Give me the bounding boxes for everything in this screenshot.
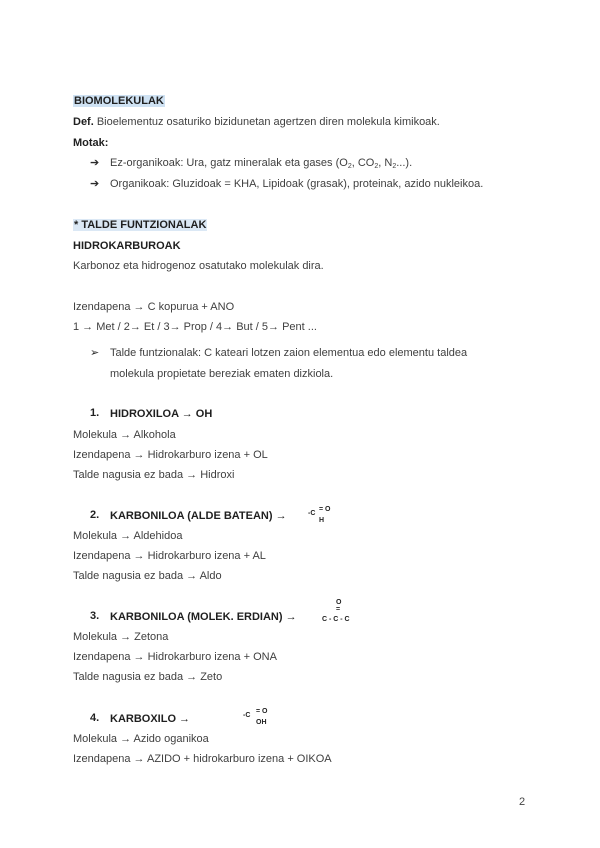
note-line-1: Talde funtzionalak: C kateari lotzen zaion elementua edo elementu taldea <box>110 347 468 359</box>
group-line: Molekula → Aldehidoa <box>73 530 183 542</box>
group-title-karboniloa-erdian: KARBONILOA (MOLEK. ERDIAN) → <box>110 611 297 623</box>
triangle-bullet-icon: ➢ <box>90 347 100 359</box>
prefix-line: 1 → Met / 2→ Et / 3→ Prop / 4→ But / 5→ Pent ... <box>73 321 317 333</box>
group-line: Izendapena → Hidrokarburo izena + OL <box>73 449 268 461</box>
page-number: 2 <box>519 796 526 808</box>
types-label: Motak: <box>73 137 109 149</box>
group-title-karboniloa-alde: KARBONILOA (ALDE BATEAN) → <box>110 510 287 522</box>
bullet-inorganic: Ez-organikoak: Ura, gatz mineralak eta gases ($O_2$, $CO_2$, $N_2$...). <box>110 157 413 170</box>
group-line: Talde nagusia ez bada → Zeto <box>73 671 223 683</box>
group-line: Molekula → Alkohola <box>73 429 176 441</box>
intro-line: Karbonoz eta hidrogenoz osatutako molekulak dira. <box>73 260 324 272</box>
document-page: BIOMOLEKULAK Def. Bioelementuz osaturiko bizidunetan agertzen diren molekula kimikoak. Motak: ➔ Ez-organikoak: Ura, gatz mineralak eta gases ($O_2$, $CO_2$, $N_2$...). ➔ Organikoak: Gluzidoak = KHA, Lipidoak (grasak), proteinak, azido nukleikoa. * TALDE FUNTZIONALAK HIDROKARBUROAK Karbonoz eta hidrogenoz osatutako molekulak dira. Izendapena → C kopurua + ANO 1 → Met / 2→ Et / 3→ Prop / 4→ But / 5→ Pent ... ➢ Talde funtzionalak: C kateari lotzen zaion elementua edo elementu taldea molekula propietate bereziak ematen dizkiola. 1. HIDROXILOA → OH Molekula → Alkohola Izendapena → Hidrokarburo izena + OL Talde nagusia ez bada → Hidroxi 2. KARBONILOA (ALDE BATEAN) → -C = O H Molekula → Aldehidoa Izendapena → Hidrokarburo izena + AL Talde nagusia ez bada → Aldo 3. KARBONILOA (MOLEK. ERDIAN) → O = C - C - C Molekula → Zetona Izendapena → Hidrokarburo izena + ONA Talde nagusia ez bada → Zeto 4. KARBOXILO → -C = O OH Molekula → Azido oganikoa Izendapena → AZIDO + hidrokarburo izena + OIKOA 2 <box>73 95 526 808</box>
note-line-2: molekula propietate bereziak ematen dizkiola. <box>110 368 334 380</box>
subheading-hidrokarburoak: HIDROKARBUROAK <box>73 240 181 252</box>
naming-line: Izendapena → C kopurua + ANO <box>73 301 235 313</box>
group-number: 1. <box>90 407 100 419</box>
group-title-hidroxiloa: HIDROXILOA → OH <box>110 408 213 420</box>
arrow-bullet-icon: ➔ <box>90 157 100 169</box>
definition-line: Def. Bioelementuz osaturiko bizidunetan agertzen diren molekula kimikoak. <box>73 116 440 128</box>
group-line: Molekula → Zetona <box>73 631 169 643</box>
group-line: Talde nagusia ez bada → Aldo <box>73 570 222 582</box>
group-line: Izendapena → Hidrokarburo izena + ONA <box>73 651 277 663</box>
section-heading-biomolekulak: BIOMOLEKULAK <box>74 95 164 107</box>
group-line: Izendapena → AZIDO + hidrokarburo izena + OIKOA <box>73 753 332 765</box>
group-number: 2. <box>90 509 100 521</box>
group-line: Molekula → Azido oganikoa <box>73 733 209 745</box>
group-line: Izendapena → Hidrokarburo izena + AL <box>73 550 266 562</box>
bullet-organic: Organikoak: Gluzidoak = KHA, Lipidoak (grasak), proteinak, azido nukleikoa. <box>110 178 484 190</box>
section-heading-talde: * TALDE FUNTZIONALAK <box>74 219 207 231</box>
group-line: Talde nagusia ez bada → Hidroxi <box>73 469 235 481</box>
arrow-bullet-icon: ➔ <box>90 178 100 190</box>
group-title-karboxilo: KARBOXILO → <box>110 713 191 725</box>
group-number: 4. <box>90 712 100 724</box>
group-number: 3. <box>90 610 100 622</box>
